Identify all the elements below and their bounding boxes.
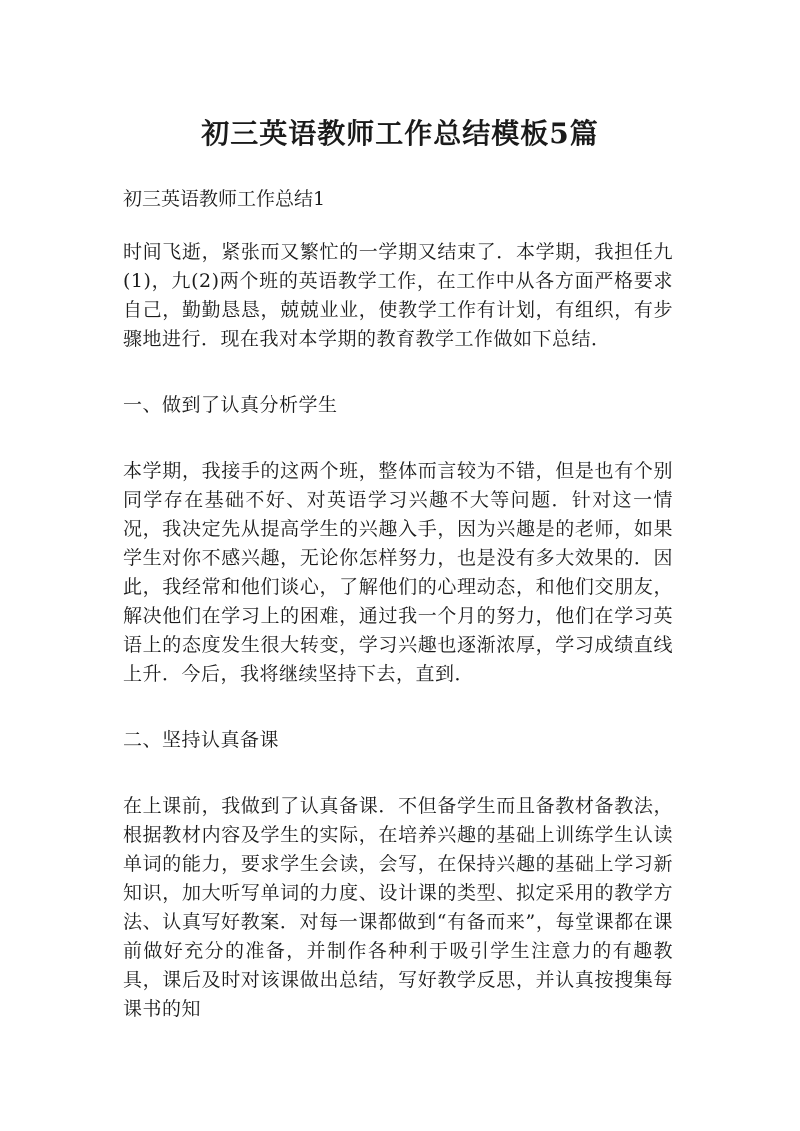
section-1-paragraph: 本学期，我接手的这两个班，整体而言较为不错，但是也有个别同学存在基础不好、对英语学习兴趣不大等问题．针对这一情况，我决定先从提高学生的兴趣入手，因为兴趣是的老师，如果学生对你不感兴趣，无论你怎样努力，也是没有多大效果的．因此，我经常和他们谈心，了解他们的心理动态，和他们交朋友，解决他们在学习上的困难，通过我一个月的努力，他们在学习英语上的态度发生很大转变，学习兴趣也逐渐浓厚，学习成绩直线上升．今后，我将继续坚持下去，直到． bbox=[123, 460, 673, 685]
intro-paragraph: 时间飞逝，紧张而又繁忙的一学期又结束了．本学期，我担任九(1)，九(2)两个班的英语教学工作，在工作中从各方面严格要求自己，勤勤恳恳，兢兢业业，使教学工作有计划，有组织，有步骤地进行．现在我对本学期的教育教学工作做如下总结． bbox=[123, 241, 673, 350]
document-title: 初三英语教师工作总结模板5篇 bbox=[201, 117, 599, 150]
section-heading-1: 一、做到了认真分析学生 bbox=[123, 394, 338, 416]
section-heading-2: 二、坚持认真备课 bbox=[123, 729, 280, 751]
document-body bbox=[123, 238, 673, 1061]
document-subtitle: 初三英语教师工作总结1 bbox=[123, 188, 326, 210]
section-2-paragraph: 在上课前，我做到了认真备课．不但备学生而且备教材备教法，根据教材内容及学生的实际，在培养兴趣的基础上训练学生认读单词的能力，要求学生会读，会写，在保持兴趣的基础上学习新知识，加大听写单词的力度、设计课的类型、拟定采用的教学方法、认真写好教案．对每一课都做到“有备而来”，每堂课都在课前做好充分的准备，并制作各种利于吸引学生注意力的有趣教具，课后及时对该课做出总结，写好教学反思，并认真按搜集每课书的知 bbox=[123, 795, 673, 1020]
